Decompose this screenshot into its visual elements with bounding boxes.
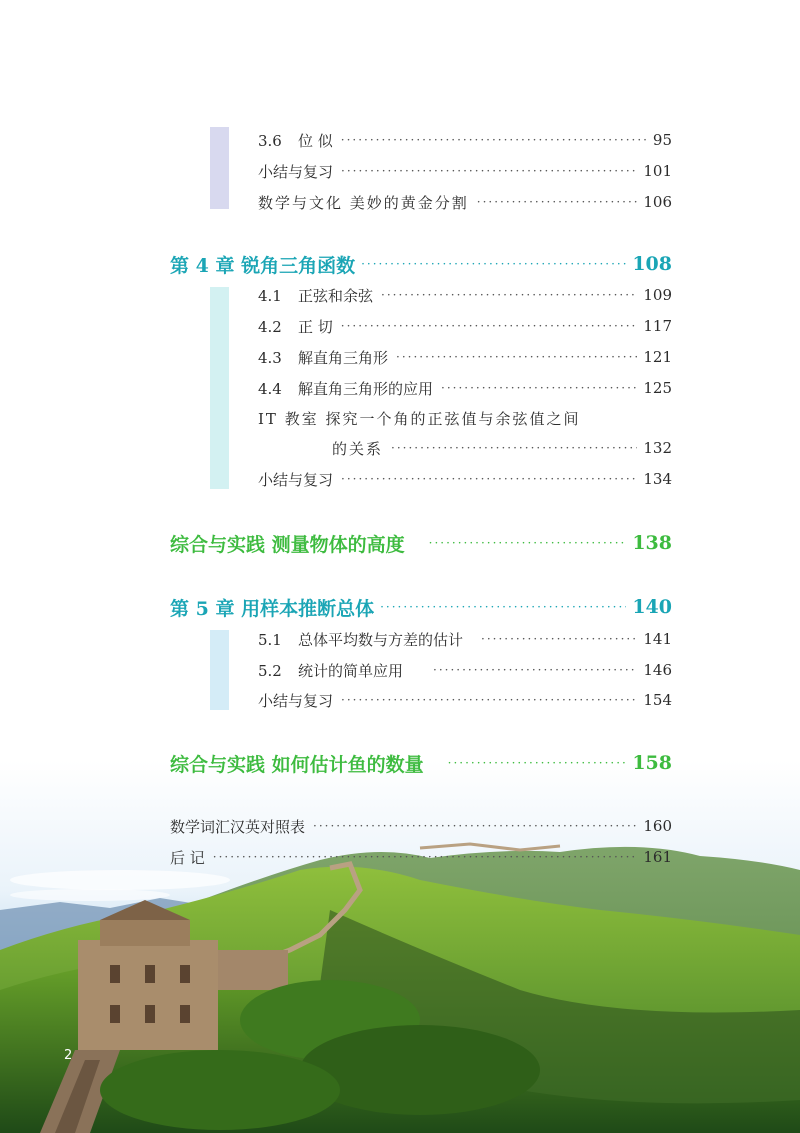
practice-page: 158 <box>632 752 672 774</box>
dot-leader <box>433 657 637 683</box>
entry-title: IT 教室 探究一个角的正弦值与余弦值之间 <box>258 409 581 428</box>
dot-leader <box>380 594 626 620</box>
practice-title: 综合与实践 如何估计鱼的数量 <box>170 753 424 776</box>
entry-title: 解直角三角形的应用 <box>298 379 434 398</box>
entry-title: 统计的简单应用 <box>298 661 404 680</box>
dot-leader <box>341 687 637 713</box>
dot-leader <box>341 127 647 153</box>
chapter-page: 140 <box>632 596 672 618</box>
toc-entry-it-line1[interactable] <box>258 405 672 431</box>
entry-title: 小结与复习 <box>258 691 334 710</box>
page-number: 2 <box>64 1048 73 1063</box>
section-bar <box>210 287 229 489</box>
entry-number: 4.1 <box>258 286 282 305</box>
toc-entry[interactable] <box>258 375 672 401</box>
entry-page: 134 <box>643 470 672 488</box>
entry-page: 160 <box>643 817 672 835</box>
chapter-4-heading[interactable] <box>170 249 672 279</box>
entry-title: 正 切 <box>298 317 333 336</box>
entry-page: 117 <box>643 317 672 335</box>
toc-entry[interactable] <box>258 466 672 492</box>
entry-title: 解直角三角形 <box>298 348 389 367</box>
dot-leader <box>477 189 638 215</box>
section-bar <box>210 127 229 209</box>
entry-number: 4.4 <box>258 379 282 398</box>
entry-number: 5.1 <box>258 630 282 649</box>
entry-title: 数学与文化 美妙的黄金分割 <box>258 193 469 212</box>
dot-leader <box>429 530 627 556</box>
dot-leader <box>481 626 637 652</box>
entry-number: 4.2 <box>258 317 282 336</box>
entry-title: 的关系 <box>332 439 384 458</box>
entry-page: 141 <box>643 630 672 648</box>
toc-entry[interactable] <box>258 687 672 713</box>
chapter-title: 第 4 章 锐角三角函数 <box>170 254 356 277</box>
dot-leader <box>441 375 637 401</box>
entry-page: 146 <box>643 661 672 679</box>
dot-leader <box>313 813 637 839</box>
entry-page: 125 <box>643 379 672 397</box>
entry-number: 3.6 <box>258 131 282 150</box>
entry-title: 后 记 <box>170 848 205 867</box>
toc-entry[interactable] <box>258 626 672 652</box>
entry-number: 4.3 <box>258 348 282 367</box>
entry-page: 154 <box>643 691 672 709</box>
practice-title: 综合与实践 测量物体的高度 <box>170 533 405 556</box>
toc-entry-it-line2[interactable] <box>332 435 672 461</box>
toc-entry[interactable] <box>258 657 672 683</box>
entry-page: 121 <box>643 348 672 366</box>
toc-entry[interactable] <box>258 344 672 370</box>
dot-leader <box>381 282 637 308</box>
dot-leader <box>213 844 638 870</box>
entry-page: 132 <box>643 439 672 457</box>
entry-title: 小结与复习 <box>258 162 334 181</box>
dot-leader <box>396 344 637 370</box>
chapter-5-heading[interactable] <box>170 592 672 622</box>
dot-leader <box>341 313 638 339</box>
toc-entry-glossary[interactable] <box>170 813 672 839</box>
entry-page: 161 <box>643 848 672 866</box>
entry-number: 5.2 <box>258 661 282 680</box>
entry-title: 正弦和余弦 <box>298 286 374 305</box>
entry-title: 数学词汇汉英对照表 <box>170 817 306 836</box>
dot-leader <box>448 750 627 776</box>
chapter-page: 108 <box>632 253 672 275</box>
toc-entry[interactable] <box>258 127 672 153</box>
entry-title: 小结与复习 <box>258 470 334 489</box>
entry-page: 109 <box>643 286 672 304</box>
dot-leader <box>361 251 626 277</box>
entry-page: 95 <box>652 131 672 149</box>
entry-title: 位 似 <box>298 131 333 150</box>
entry-page: 106 <box>643 193 672 211</box>
chapter-title: 第 5 章 用样本推断总体 <box>170 597 375 620</box>
practice-page: 138 <box>632 532 672 554</box>
practice-heading[interactable] <box>170 748 672 778</box>
toc-entry[interactable] <box>258 189 672 215</box>
toc-entry-afterword[interactable] <box>170 844 672 870</box>
entry-title: 总体平均数与方差的估计 <box>298 630 464 649</box>
practice-heading[interactable] <box>170 528 672 558</box>
dot-leader <box>391 435 637 461</box>
dot-leader <box>341 466 637 492</box>
toc-entry[interactable] <box>258 282 672 308</box>
toc-entry[interactable] <box>258 158 672 184</box>
dot-leader <box>341 158 637 184</box>
entry-page: 101 <box>643 162 672 180</box>
toc-entry[interactable] <box>258 313 672 339</box>
section-bar <box>210 630 229 710</box>
